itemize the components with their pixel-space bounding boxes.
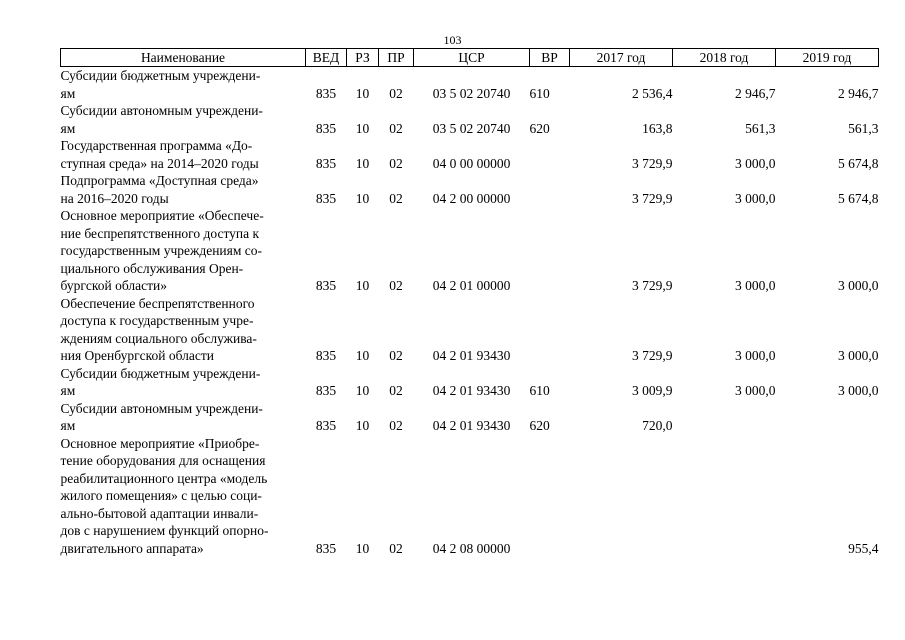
header-rz: РЗ (347, 49, 379, 67)
header-csr: ЦСР (414, 49, 530, 67)
table-row (61, 295, 879, 365)
header-2017: 2017 год (570, 49, 673, 67)
cell-2018 (673, 400, 776, 435)
table-row (61, 207, 879, 295)
cell-name (61, 207, 306, 295)
cell-vr: 620 (529, 418, 550, 433)
cell-2018: 3 000,0 (735, 190, 776, 206)
cell-2017: 3 009,9 (632, 383, 673, 398)
table-row (61, 400, 879, 435)
cell-name (61, 67, 306, 103)
header-name: Наименование (61, 49, 306, 67)
page-number: 103 (443, 33, 462, 47)
cell-2017: 3 729,9 (632, 155, 673, 171)
cell-pr: 02 (389, 190, 403, 206)
table-row (61, 435, 879, 558)
cell-2017: 163,8 (642, 120, 673, 136)
cell-rz: 10 (355, 155, 370, 171)
cell-vr (530, 295, 570, 365)
cell-2019: 5 674,8 (838, 155, 879, 171)
cell-vr: 610 (529, 383, 550, 398)
cell-2019: 955,4 (848, 540, 879, 556)
name-line: ям (60, 120, 76, 136)
name-line: ям (60, 418, 76, 433)
cell-2017 (570, 435, 673, 558)
cell-2019: 2 946,7 (838, 85, 879, 101)
cell-ved: 835 (315, 190, 337, 206)
name-line: ступная среда» на 2014–2020 годы (60, 155, 259, 171)
cell-ved: 835 (315, 348, 337, 363)
cell-2019: 3 000,0 (838, 348, 879, 363)
table-body (61, 67, 879, 558)
name-line: ние беспрепятственного доступа к (60, 225, 260, 241)
name-line: Подпрограмма «Доступная среда» (60, 173, 259, 188)
name-line: ям (60, 383, 76, 398)
cell-csr: 04 2 01 93430 (432, 418, 511, 433)
cell-csr: 04 2 08 00000 (432, 540, 511, 556)
cell-2018: 3 000,0 (735, 155, 776, 171)
cell-2017: 3 729,9 (632, 278, 673, 293)
cell-rz: 10 (355, 85, 370, 101)
name-line: ально-бытовой адаптации инвали- (60, 505, 259, 521)
cell-rz: 10 (355, 418, 370, 433)
cell-vr (530, 172, 570, 207)
cell-ved: 835 (315, 85, 337, 101)
name-line: двигательного аппарата» (60, 540, 204, 556)
name-line: Субсидии автономным учреждени- (60, 400, 263, 416)
cell-csr: 04 0 00 00000 (432, 155, 511, 171)
header-2018: 2018 год (673, 49, 776, 67)
cell-rz: 10 (355, 120, 370, 136)
cell-csr: 04 2 00 00000 (432, 190, 511, 206)
cell-ved: 835 (315, 155, 337, 171)
cell-2018: 561,3 (745, 120, 776, 136)
header-2019: 2019 год (776, 49, 879, 67)
cell-name (61, 435, 306, 558)
name-line: жилого помещения» с целью соци- (60, 488, 262, 503)
cell-pr: 02 (389, 418, 403, 433)
cell-ved: 835 (315, 120, 337, 136)
cell-2017: 720,0 (642, 418, 673, 433)
name-line: доступа к государственным учре- (60, 313, 254, 328)
name-line: реабилитационного центра «модель (60, 470, 268, 486)
cell-vr: 610 (529, 85, 550, 101)
cell-2019: 561,3 (848, 120, 879, 136)
table-header-row (61, 49, 879, 67)
cell-2017: 2 536,4 (632, 85, 673, 101)
cell-ved: 835 (315, 540, 337, 556)
cell-csr: 04 2 01 93430 (432, 383, 511, 398)
name-line: Субсидии бюджетным учреждени- (60, 365, 261, 381)
cell-rz: 10 (355, 278, 370, 293)
cell-ved: 835 (315, 278, 337, 293)
budget-table (60, 48, 879, 557)
cell-pr: 02 (389, 383, 403, 398)
name-line: бургской области» (60, 278, 167, 293)
cell-2019: 3 000,0 (838, 383, 879, 398)
cell-2018: 3 000,0 (735, 278, 776, 293)
cell-name (61, 102, 306, 137)
cell-csr: 03 5 02 20740 (432, 120, 511, 136)
cell-csr: 03 5 02 20740 (432, 85, 511, 101)
cell-2018: 3 000,0 (735, 383, 776, 398)
cell-2019: 3 000,0 (838, 278, 879, 293)
table-row (61, 172, 879, 207)
cell-rz: 10 (355, 190, 370, 206)
name-line: Основное мероприятие «Приобре- (60, 435, 260, 451)
table-row (61, 67, 879, 103)
header-vr: ВР (530, 49, 570, 67)
header-ved: ВЕД (306, 49, 347, 67)
cell-2018: 2 946,7 (735, 85, 776, 101)
cell-vr (530, 207, 570, 295)
name-line: Субсидии автономным учреждени- (60, 103, 263, 118)
header-pr: ПР (379, 49, 414, 67)
cell-name (61, 137, 306, 172)
cell-rz: 10 (355, 383, 370, 398)
cell-rz: 10 (355, 348, 370, 363)
cell-pr: 02 (389, 85, 403, 101)
cell-name (61, 400, 306, 435)
name-line: на 2016–2020 годы (60, 190, 169, 206)
cell-2018 (673, 435, 776, 558)
cell-2019 (776, 400, 879, 435)
cell-pr: 02 (389, 540, 403, 556)
cell-ved: 835 (315, 418, 337, 433)
table-row (61, 365, 879, 400)
table-row (61, 102, 879, 137)
cell-pr: 02 (389, 155, 403, 171)
name-line: циального обслуживания Орен- (60, 260, 244, 276)
table-row (61, 137, 879, 172)
name-line: государственным учреждениям со- (60, 243, 263, 258)
name-line: Государственная программа «До- (60, 138, 253, 153)
cell-pr: 02 (389, 348, 403, 363)
name-line: ния Оренбургской области (60, 348, 214, 363)
name-line: Субсидии бюджетным учреждени- (60, 68, 261, 83)
name-line: тение оборудования для оснащения (60, 453, 266, 468)
cell-vr (530, 435, 570, 558)
name-line: дов с нарушением функций опорно- (60, 523, 269, 538)
cell-2017: 3 729,9 (632, 348, 673, 363)
cell-name (61, 172, 306, 207)
cell-ved: 835 (315, 383, 337, 398)
cell-vr (530, 137, 570, 172)
cell-vr: 620 (529, 120, 550, 136)
cell-pr: 02 (389, 278, 403, 293)
cell-csr: 04 2 01 93430 (432, 348, 511, 363)
cell-2019: 5 674,8 (838, 190, 879, 206)
name-line: Основное мероприятие «Обеспече- (60, 208, 264, 223)
cell-2018: 3 000,0 (735, 348, 776, 363)
cell-rz: 10 (355, 540, 370, 556)
name-line: Обеспечение беспрепятственного (60, 295, 255, 311)
cell-2017: 3 729,9 (632, 190, 673, 206)
cell-name (61, 365, 306, 400)
cell-name (61, 295, 306, 365)
name-line: ждениям социального обслужива- (60, 330, 257, 346)
cell-csr: 04 2 01 00000 (432, 278, 511, 293)
cell-pr: 02 (389, 120, 403, 136)
name-line: ям (60, 85, 76, 101)
